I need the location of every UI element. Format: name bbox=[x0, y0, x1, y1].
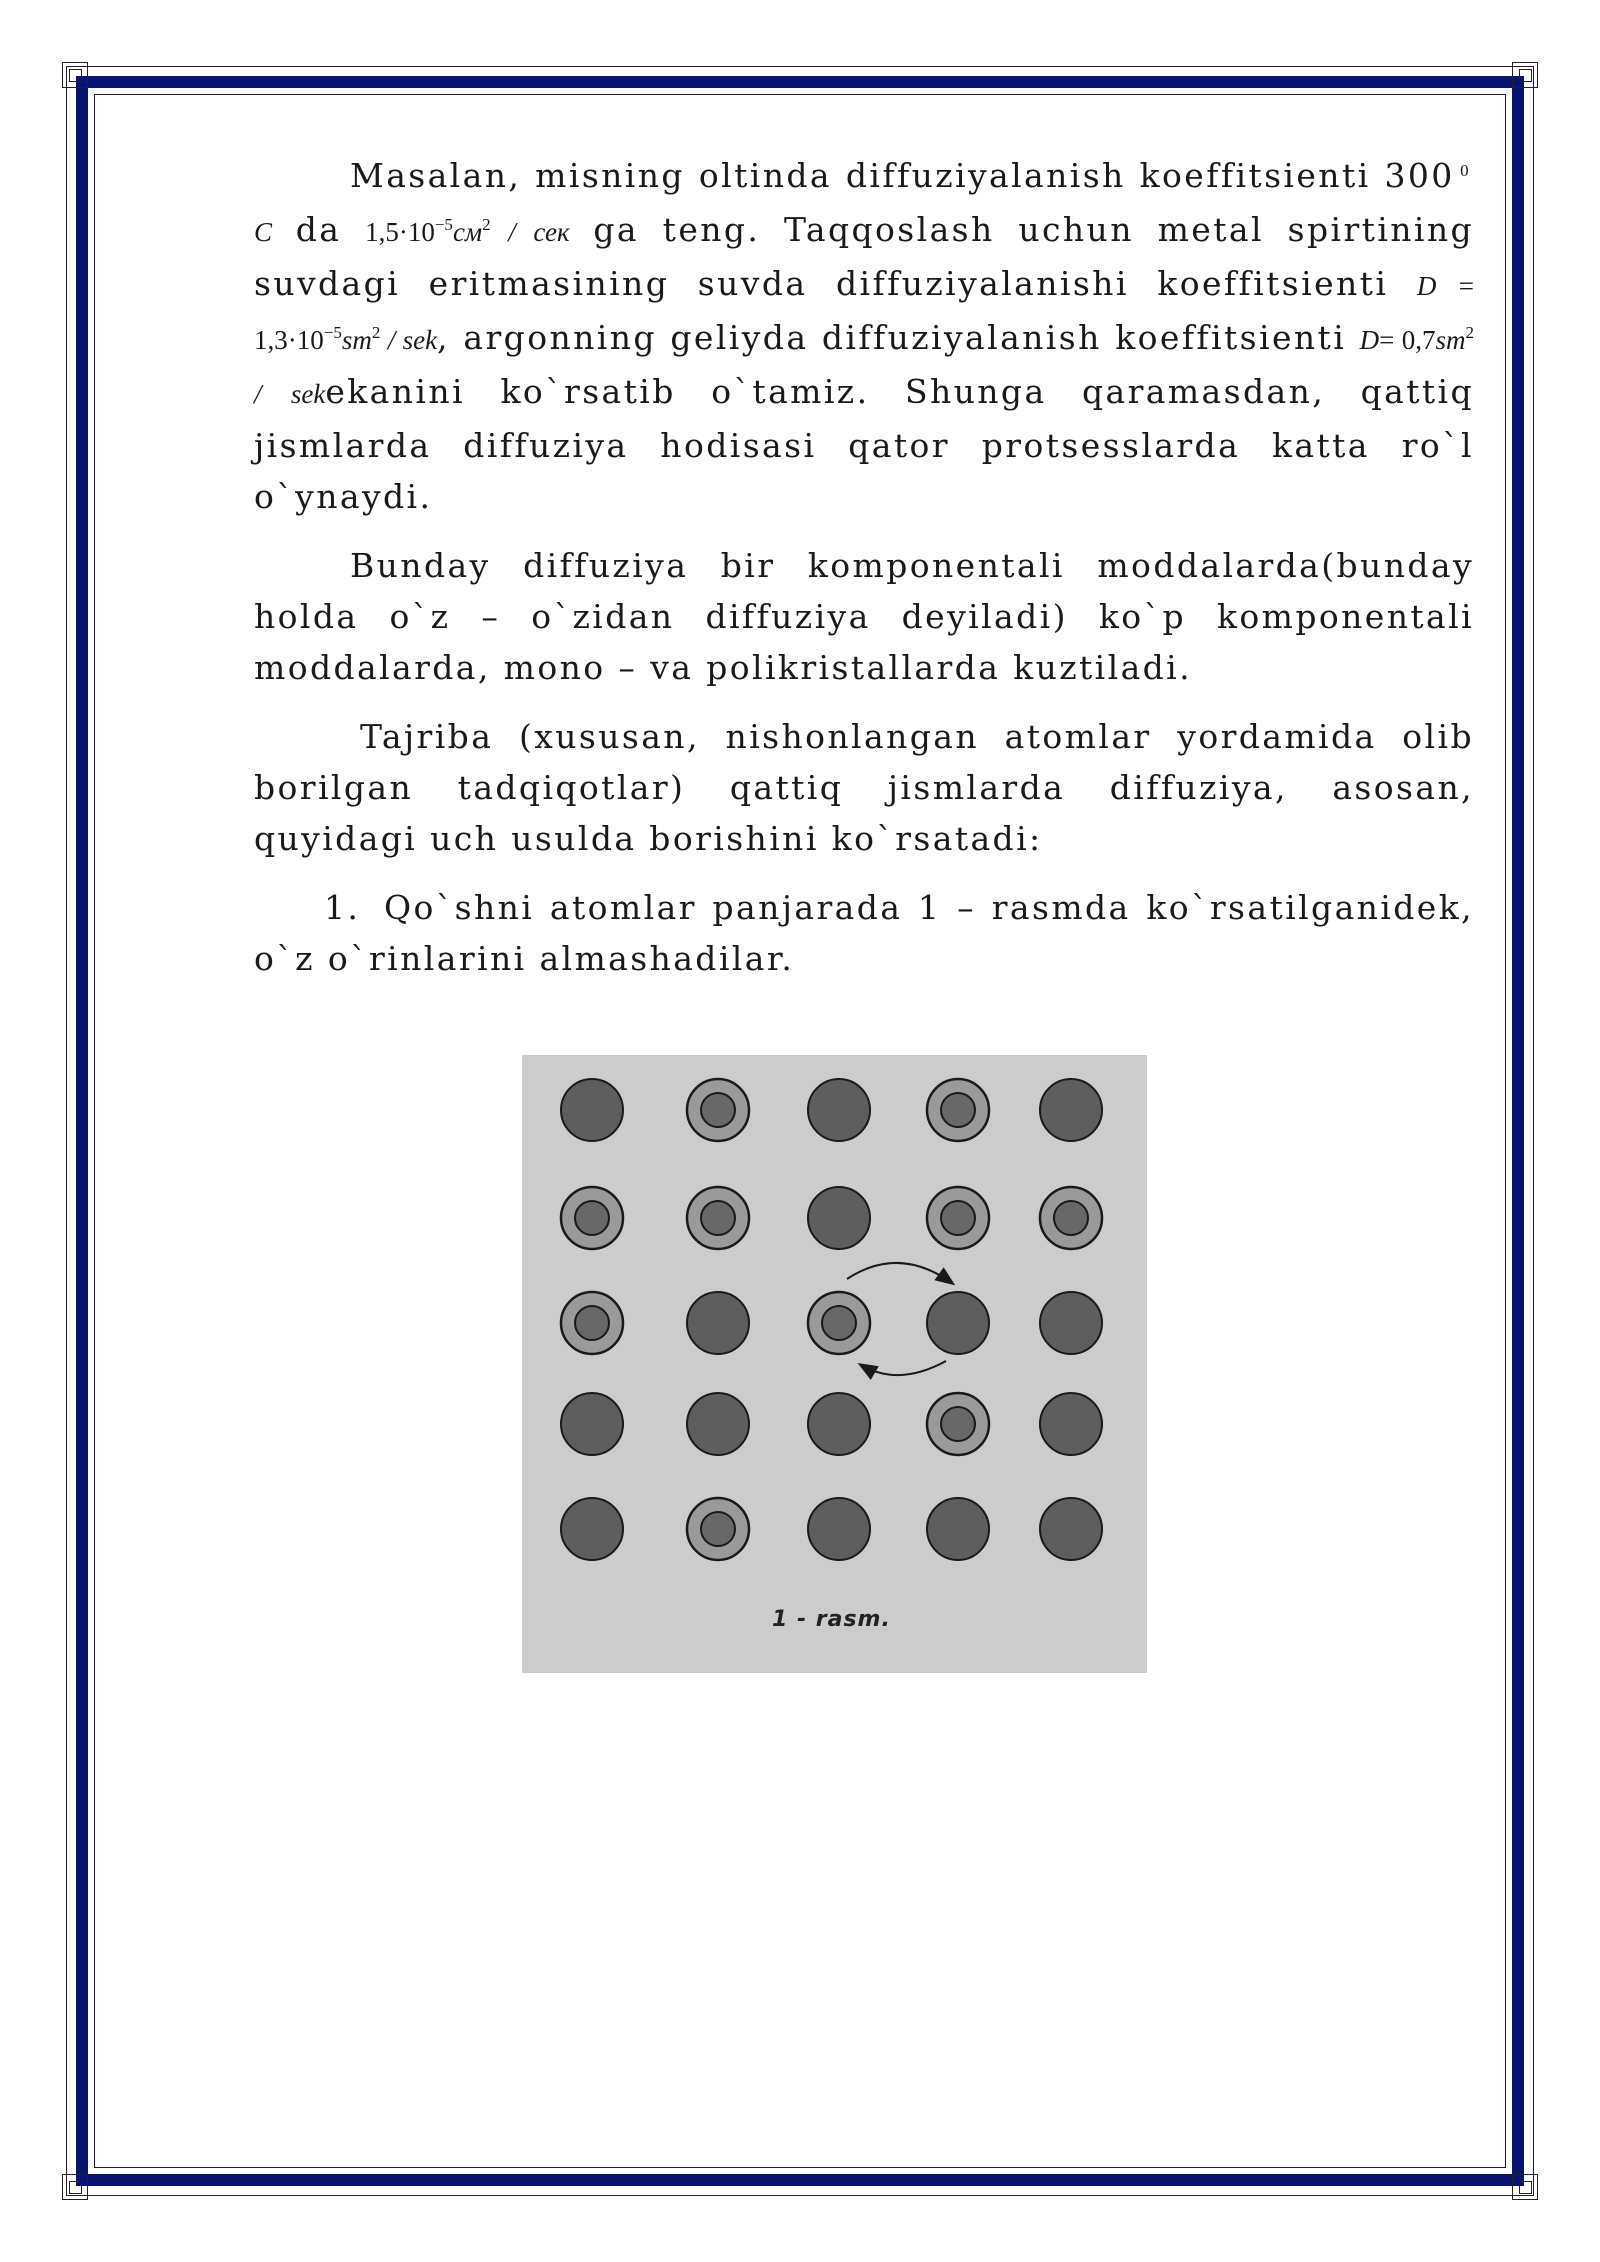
marked-atom-inner bbox=[941, 1093, 975, 1127]
host-atom bbox=[927, 1498, 989, 1560]
figure-lattice-exchange bbox=[522, 1055, 1147, 1673]
temperature-degree: 0 bbox=[1460, 161, 1469, 180]
marked-atom-inner bbox=[1054, 1201, 1088, 1235]
paragraph-experiment bbox=[254, 711, 1474, 864]
lattice-diagram bbox=[522, 1055, 1147, 1673]
marked-atom-inner bbox=[575, 1306, 609, 1340]
exchange-arrow-forward bbox=[847, 1263, 952, 1283]
host-atom bbox=[1040, 1393, 1102, 1455]
document-body bbox=[254, 150, 1474, 984]
border-corner-top-left bbox=[62, 62, 88, 88]
formula-3-time-unit: / sek bbox=[387, 325, 438, 355]
formula-copper-gold-coefficient bbox=[365, 217, 570, 247]
list-item-exchange bbox=[254, 882, 1474, 984]
p3-text: Tajriba (xususan, nishonlangan atomlar yordamida olib borilgan tadqiqotlar) qattiq jismlarda diffuziya, asosan, quyidagi uch usulda borishini ko`rsatadi: bbox=[254, 717, 1474, 858]
border-corner-top-right bbox=[1512, 62, 1538, 88]
border-corner-bottom-right bbox=[1512, 2174, 1538, 2200]
marked-atom-inner bbox=[941, 1407, 975, 1441]
paragraph-diffusion-coefficients bbox=[254, 150, 1474, 522]
marked-atom-inner bbox=[701, 1201, 735, 1235]
host-atom bbox=[561, 1079, 623, 1141]
formula-2-unit: см bbox=[452, 217, 483, 247]
host-atom bbox=[561, 1498, 623, 1560]
formula-2-square: 2 bbox=[482, 215, 491, 234]
p1-text-4: , argonning geliyda diffuziyalanish koeffitsienti bbox=[437, 318, 1347, 357]
figure-caption: 1 - rasm. bbox=[772, 1607, 891, 1632]
formula-4-unit: sm bbox=[1435, 325, 1466, 355]
list-item-text: Qo`shni atomlar panjarada 1 – rasmda ko`rsatilganidek, o`z o`rinlarini almashadilar. bbox=[254, 888, 1474, 978]
formula-2-exponent: −5 bbox=[434, 215, 453, 234]
exchange-arrow-back bbox=[861, 1361, 946, 1375]
marked-atom-inner bbox=[822, 1306, 856, 1340]
formula-4-coefficient: = 0,7 bbox=[1379, 325, 1436, 355]
p2-text: Bunday diffuziya bir komponentali moddalarda(bunday holda o`z – o`zidan diffuziya deyiladi) ko`p komponentali moddalarda, mono – va polikristallarda kuztiladi. bbox=[254, 546, 1474, 687]
host-atom bbox=[1040, 1498, 1102, 1560]
host-atom bbox=[687, 1292, 749, 1354]
border-corner-bottom-left bbox=[62, 2174, 88, 2200]
formula-2-time-unit: / сек bbox=[508, 217, 570, 247]
host-atom bbox=[687, 1393, 749, 1455]
temperature-unit: C bbox=[254, 217, 273, 247]
formula-3-exponent: −5 bbox=[323, 323, 342, 342]
marked-atom-inner bbox=[941, 1201, 975, 1235]
p1-text-2: da bbox=[295, 210, 342, 249]
host-atom bbox=[808, 1187, 870, 1249]
host-atom bbox=[927, 1292, 989, 1354]
paragraph-self-diffusion bbox=[254, 540, 1474, 693]
formula-4-symbol: D bbox=[1359, 325, 1380, 355]
formula-2-coefficient: 1,5·10 bbox=[365, 217, 435, 247]
formula-4-square: 2 bbox=[1465, 323, 1475, 342]
host-atom bbox=[561, 1393, 623, 1455]
formula-4-time-unit: / sek bbox=[254, 379, 326, 409]
host-atom bbox=[1040, 1292, 1102, 1354]
marked-atom-inner bbox=[575, 1201, 609, 1235]
marked-atom-inner bbox=[701, 1512, 735, 1546]
formula-3-unit: sm bbox=[341, 325, 372, 355]
formula-3-symbol: D bbox=[1416, 271, 1437, 301]
host-atom bbox=[808, 1393, 870, 1455]
list-item-number: 1. bbox=[324, 888, 361, 927]
formula-3-square: 2 bbox=[371, 323, 381, 342]
p1-text-3: ga teng. Taqqoslash uchun metal spirtining suvdagi eritmasining suvda diffuziyalanishi koeffitsienti bbox=[254, 210, 1475, 303]
host-atom bbox=[808, 1498, 870, 1560]
p1-text-5: ekanini ko`rsatib o`tamiz. Shunga qaramasdan, qattiq jismlarda diffuziya hodisasi qator protsesslarda katta ro`l o`ynaydi. bbox=[254, 372, 1474, 516]
formula-3-coefficient: = 1,3·10 bbox=[254, 271, 1474, 355]
host-atom bbox=[808, 1079, 870, 1141]
p1-text-1: Masalan, misning oltinda diffuziyalanish koeffitsienti 300 bbox=[350, 156, 1455, 195]
host-atom bbox=[1040, 1079, 1102, 1141]
marked-atom-inner bbox=[701, 1093, 735, 1127]
